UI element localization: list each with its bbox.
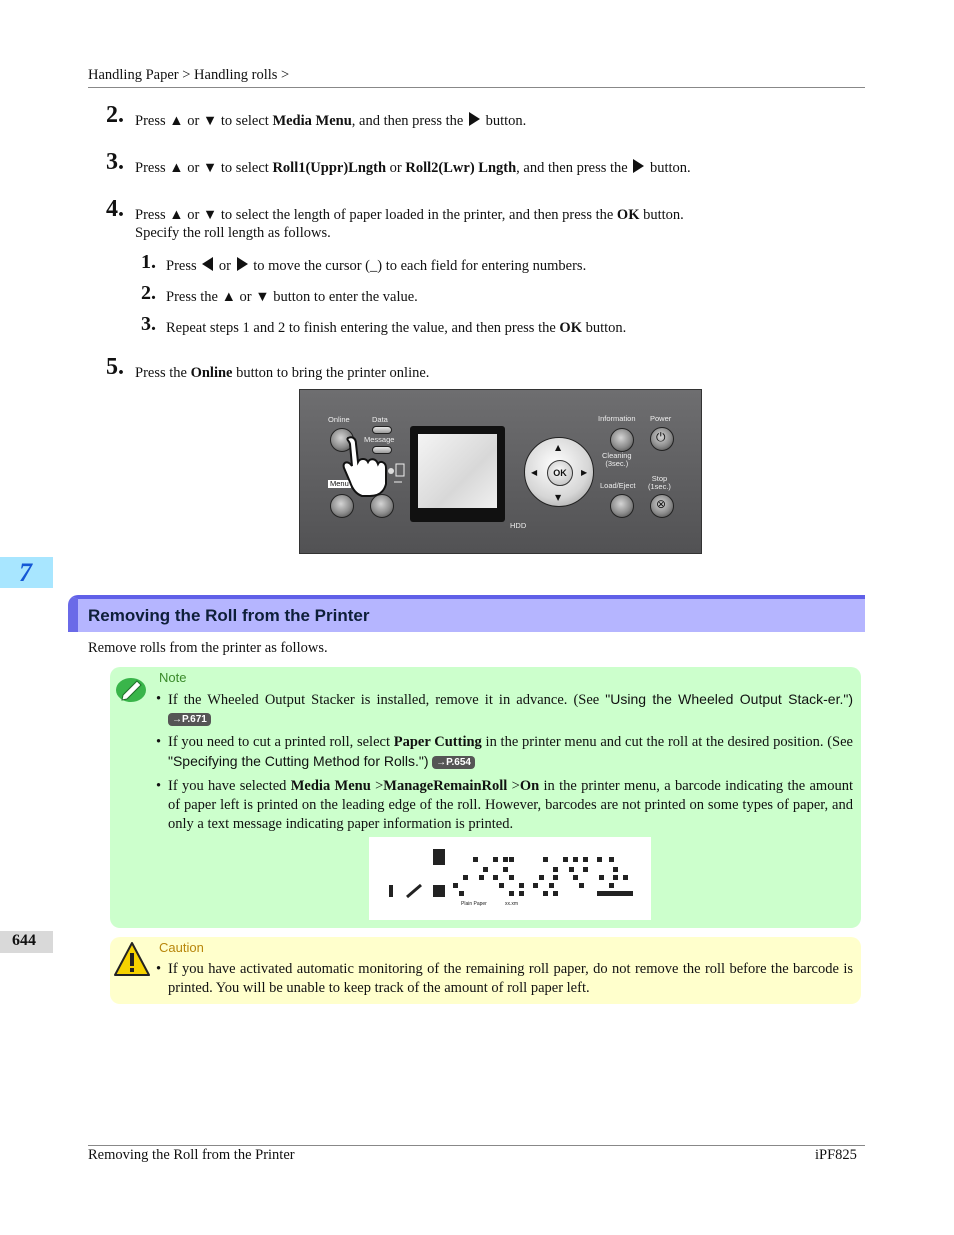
note-bullet-2: • If you need to cut a printed roll, select Paper Cutting in the printer menu and cut the roll at the desired position. (See "Specifying the Cutting Method for Rolls.") →P.654 — [156, 734, 853, 769]
note-bullet-3: • If you have selected Media Menu >ManageRemainRoll >On in the printer menu, a barcode indicating the amount of paper left is printed on the leading edge of the roll. However, barcodes are not printed on some types of paper, and only a text message indicating paper information is printed. — [156, 778, 853, 832]
barcode-length-text: xx.xm — [505, 901, 519, 907]
message-label: Message — [364, 435, 395, 444]
page-ref-badge[interactable]: →P.671 — [168, 713, 211, 726]
chapter-tab: 7 — [0, 557, 53, 588]
stop-icon: ⊗ — [656, 497, 667, 511]
step-number: 5. — [106, 354, 124, 380]
barcode-paper-text: Plain Paper — [461, 901, 487, 907]
step-number: 2. — [106, 102, 124, 128]
step-number: 3. — [106, 149, 124, 175]
section-title: Removing the Roll from the Printer — [88, 606, 370, 625]
menu-label: Menu — [330, 479, 349, 488]
cleaning-label: Cleaning (3sec.) — [602, 451, 632, 468]
substep-text: Repeat steps 1 and 2 to finish entering the value, and then press the OK button. — [166, 320, 627, 336]
left-arrow-icon — [202, 257, 213, 271]
control-panel-illustration — [299, 389, 702, 554]
warning-icon — [113, 941, 151, 977]
substep-text: Press or to move the cursor (_) to each field for entering numbers. — [166, 258, 587, 274]
barcode-illustration — [369, 837, 651, 920]
data-label: Data — [372, 415, 388, 424]
step-text: Press ▲ or ▼ to select Roll1(Uppr)Lngth or Roll2(Lwr) Lngth, and then press the button. — [135, 160, 691, 176]
ok-button: OK — [547, 460, 573, 486]
caution-label: Caution — [159, 940, 204, 955]
footer-title: Removing the Roll from the Printer — [88, 1147, 295, 1163]
note-pencil-icon — [115, 675, 148, 703]
power-label: Power — [650, 414, 672, 423]
page-number: 644 — [0, 931, 53, 953]
section-intro: Remove rolls from the printer as follows. — [88, 640, 328, 656]
substep-number: 1. — [141, 251, 156, 273]
reference-link[interactable]: "Specifying the Cutting Method for Rolls.") — [168, 753, 429, 769]
pointing-hand-icon — [338, 434, 398, 500]
note-label: Note — [159, 670, 187, 685]
right-arrow-icon: ▶ — [581, 468, 588, 477]
power-button — [650, 427, 674, 451]
right-arrow-icon — [633, 159, 644, 173]
load-eject-label: Load/Eject — [600, 481, 636, 490]
step-text: Press the Online button to bring the printer online. — [135, 365, 430, 381]
substep-number: 3. — [141, 313, 156, 335]
navigation-dial — [524, 437, 594, 507]
note-bullet-1: • If the Wheeled Output Stacker is installed, remove it in advance. (See "Using the Wheeled Output Stack-er.") →P.671 — [156, 691, 853, 725]
stop-label: Stop (1sec.) — [648, 474, 671, 491]
left-arrow-icon: ◀ — [531, 468, 538, 477]
paper-icon — [392, 462, 408, 486]
up-arrow-icon: ▲ — [555, 443, 562, 452]
step-number: 4. — [106, 196, 124, 222]
step-text: Press ▲ or ▼ to select Media Menu, and then press the button. — [135, 113, 527, 129]
header-rule — [88, 87, 865, 88]
footer-model: iPF825 — [815, 1147, 857, 1163]
reference-link[interactable]: "Using the Wheeled Output Stack-er.") — [605, 691, 853, 707]
breadcrumb: Handling Paper > Handling rolls > — [88, 67, 290, 83]
footer-rule — [88, 1145, 865, 1146]
substep-text: Press the ▲ or ▼ button to enter the value. — [166, 289, 418, 305]
lcd-display — [410, 426, 505, 522]
caution-bullet: • If you have activated automatic monitoring of the remaining roll paper, do not remove the roll before the barcode is printed. You will be unable to keep track of the amount of roll paper left. — [156, 961, 853, 996]
right-arrow-icon — [237, 257, 248, 271]
down-arrow-icon: ▼ — [555, 493, 562, 502]
information-button — [610, 428, 634, 452]
power-icon: ⏻ — [656, 430, 666, 444]
stop-button — [650, 494, 674, 518]
step-text: Press ▲ or ▼ to select the length of paper loaded in the printer, and then press the OK button. Specify the roll length as follows. — [135, 207, 684, 241]
substep-number: 2. — [141, 282, 156, 304]
right-arrow-icon — [469, 112, 480, 126]
note-box — [110, 667, 861, 928]
load-eject-button — [610, 494, 634, 518]
information-label: Information — [598, 414, 636, 423]
section-header — [68, 595, 865, 632]
hdd-label: HDD — [510, 521, 527, 530]
caution-box — [110, 937, 861, 1004]
page-ref-badge[interactable]: →P.654 — [432, 756, 475, 769]
data-lamp — [372, 426, 392, 434]
online-label: Online — [328, 415, 350, 424]
